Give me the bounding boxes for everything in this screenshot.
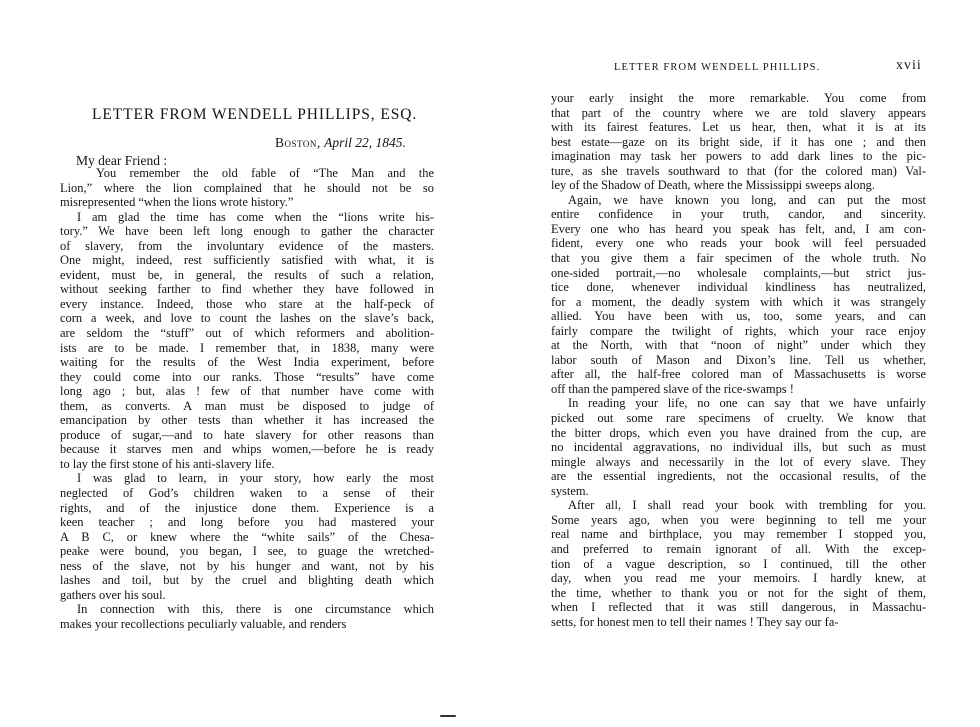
text-line: ley of the Shadow of Death, where the Mississippi sweeps along. (551, 178, 876, 193)
text-line: Every one who has heard you speak has felt, and, I am con- (551, 221, 926, 236)
text-line: tice done, whenever individual kindliness has neutralized, (551, 280, 926, 295)
text-line: I am glad the time has come when the “lions write his- (77, 209, 434, 224)
text-line: evident, must be, in general, the results of such a relation, (60, 267, 434, 282)
text-line: after all, the half-free colored man of Massachusetts is worse (551, 367, 926, 382)
scan-mark (440, 715, 456, 717)
text-line: tion of a vague description, so I continued, till the other (551, 556, 926, 571)
text-line: allied. You have been with us, too, some years, and can (551, 309, 926, 324)
dateline-place: Boston, (275, 135, 321, 150)
text-line: ture, as she travels southward to that (for the colored man) Val- (551, 163, 926, 178)
text-line: real name and birthplace, you may remember I stopped you, (551, 527, 926, 542)
text-line: best estate—gaze on its bright side, if it has one ; and then (551, 134, 926, 149)
text-line: system. (551, 483, 589, 498)
text-line: they could come into our ranks. Those “results” have come (60, 369, 434, 384)
text-line: A B C, or knew where the “white sails” of the Chesa- (60, 529, 434, 544)
text-line: when I reflected that it was still dangerous, in Massachu- (551, 600, 926, 615)
right-page (490, 0, 980, 727)
text-line: long ago ; but, alas ! few of that number have come with (60, 384, 434, 399)
running-head: LETTER FROM WENDELL PHILLIPS. (614, 62, 821, 73)
text-line: day, when you read me your memoirs. I hardly knew, at (551, 571, 926, 586)
text-line: entire confidence in your truth, candor, and sincerity. (551, 207, 926, 222)
text-line: that part of the country where we are told slavery appears (551, 105, 926, 120)
text-line: emancipation by other tests than whether it has increased the (60, 413, 434, 428)
dateline (275, 135, 406, 151)
text-line: After all, I shall read your book with trembling for you. (568, 498, 926, 513)
text-line: ness of the slave, not by his hunger and want, not by his (60, 558, 434, 573)
text-line: In reading your life, no one can say that we have unfairly (568, 396, 926, 411)
text-line: peake were bound, you began, I see, to guage the wretched- (60, 544, 434, 559)
right-text-column (551, 91, 926, 629)
text-line: them, as converts. A man must be disposed to judge of (60, 398, 434, 413)
text-line: the bitter drops, which even you have drained from the cup, are (551, 425, 926, 440)
dateline-date: April 22, 1845. (324, 135, 406, 150)
text-line: imagination may task her powers to add dark lines to the pic- (551, 149, 926, 164)
text-line: corn a week, and love to count the lashes on the slave’s back, (60, 311, 434, 326)
text-line: that you give them a fair specimen of the whole truth. No (551, 251, 926, 266)
page-number: xvii (896, 58, 922, 73)
text-line: One might, indeed, rest sufficiently satisfied with what, it is (60, 253, 434, 268)
text-line: mingle always and necessarily in the lot of every slave. They (551, 454, 926, 469)
text-line: one-sided portrait,—no wholesale complaints,—but strict jus- (551, 265, 926, 280)
text-line: In connection with this, there is one circumstance which (77, 602, 434, 617)
salutation: My dear Friend : (76, 153, 168, 168)
text-line: ists are to be made. I remember that, in 1838, many were (60, 340, 434, 355)
text-line: gathers over his soul. (60, 587, 166, 602)
text-line: I was glad to learn, in your story, how early the most (77, 471, 434, 486)
text-line: off than the pampered slave of the rice-swamps ! (551, 381, 794, 396)
text-line: You remember the old fable of “The Man and the (96, 166, 434, 180)
text-line: rights, and of the injustice done them. Experience is a (60, 500, 434, 515)
text-line: makes your recollections peculiarly valuable, and renders (60, 616, 347, 631)
text-line: at the North, with that “noon of night” under which they (551, 338, 926, 353)
text-line: your early insight the more remarkable. You come from (551, 91, 926, 105)
text-line: to lay the first stone of his anti-slavery life. (60, 456, 275, 471)
text-line: the time, whether to thank you or not for the sight of them, (551, 585, 926, 600)
text-line: misrepresented “when the lions wrote history.” (60, 195, 294, 210)
text-line: neglected of God’s children waken to a sense of their (60, 486, 434, 501)
text-line: Lion,” where the lion complained that he should not be so (60, 180, 434, 195)
text-line: of slavery, from the involuntary evidence of the masters. (60, 238, 434, 253)
text-line: every instance. Indeed, those who stare at the half-peck of (60, 296, 434, 311)
text-line: produce of sugar,—and to hate slavery for other reasons than (60, 427, 434, 442)
text-line: are the essential ingredients, not the occasional results, of the (551, 469, 926, 484)
text-line: fident, every one who reads your book will feel persuaded (551, 236, 926, 251)
text-line: for a moment, the deadly system with which it was strangely (551, 294, 926, 309)
text-line: labor south of Mason and Dixon’s line. Tell us whether, (551, 352, 926, 367)
text-line: fairly compare the twilight of rights, which your race enjoy (551, 323, 926, 338)
left-text-column (60, 166, 434, 632)
text-line: no incidental aggravations, no individual ills, but such as must (551, 440, 926, 455)
text-line: and preferred to remain ignorant of all. With the excep- (551, 541, 926, 556)
text-line: waiting for the results of the West India experiment, before (60, 355, 434, 370)
text-line: setts, for honest men to tell their names ! They say our fa- (551, 614, 839, 629)
text-line: without seeking farther to find whether they have followed in (60, 282, 434, 297)
text-line: Again, we have known you long, and can put the most (568, 192, 926, 207)
text-line: keen teacher ; and long before you had mastered your (60, 515, 434, 530)
text-line: lashes and toil, but by the cruel and blighting death which (60, 573, 434, 588)
text-line: with its fairest features. Let us hear, then, what it is at its (551, 120, 926, 135)
letter-title: LETTER FROM WENDELL PHILLIPS, ESQ. (92, 106, 418, 123)
text-line: are seldom the “stuff” out of which reformers and abolition- (60, 326, 434, 341)
text-line: because it starves men and whips women,—before he is ready (60, 442, 434, 457)
text-line: picked out some rare specimens of cruelty. We know that (551, 411, 926, 426)
text-line: tory.” We have been left long enough to gather the character (60, 224, 434, 239)
text-line: Some years ago, when you were beginning to tell me your (551, 512, 926, 527)
